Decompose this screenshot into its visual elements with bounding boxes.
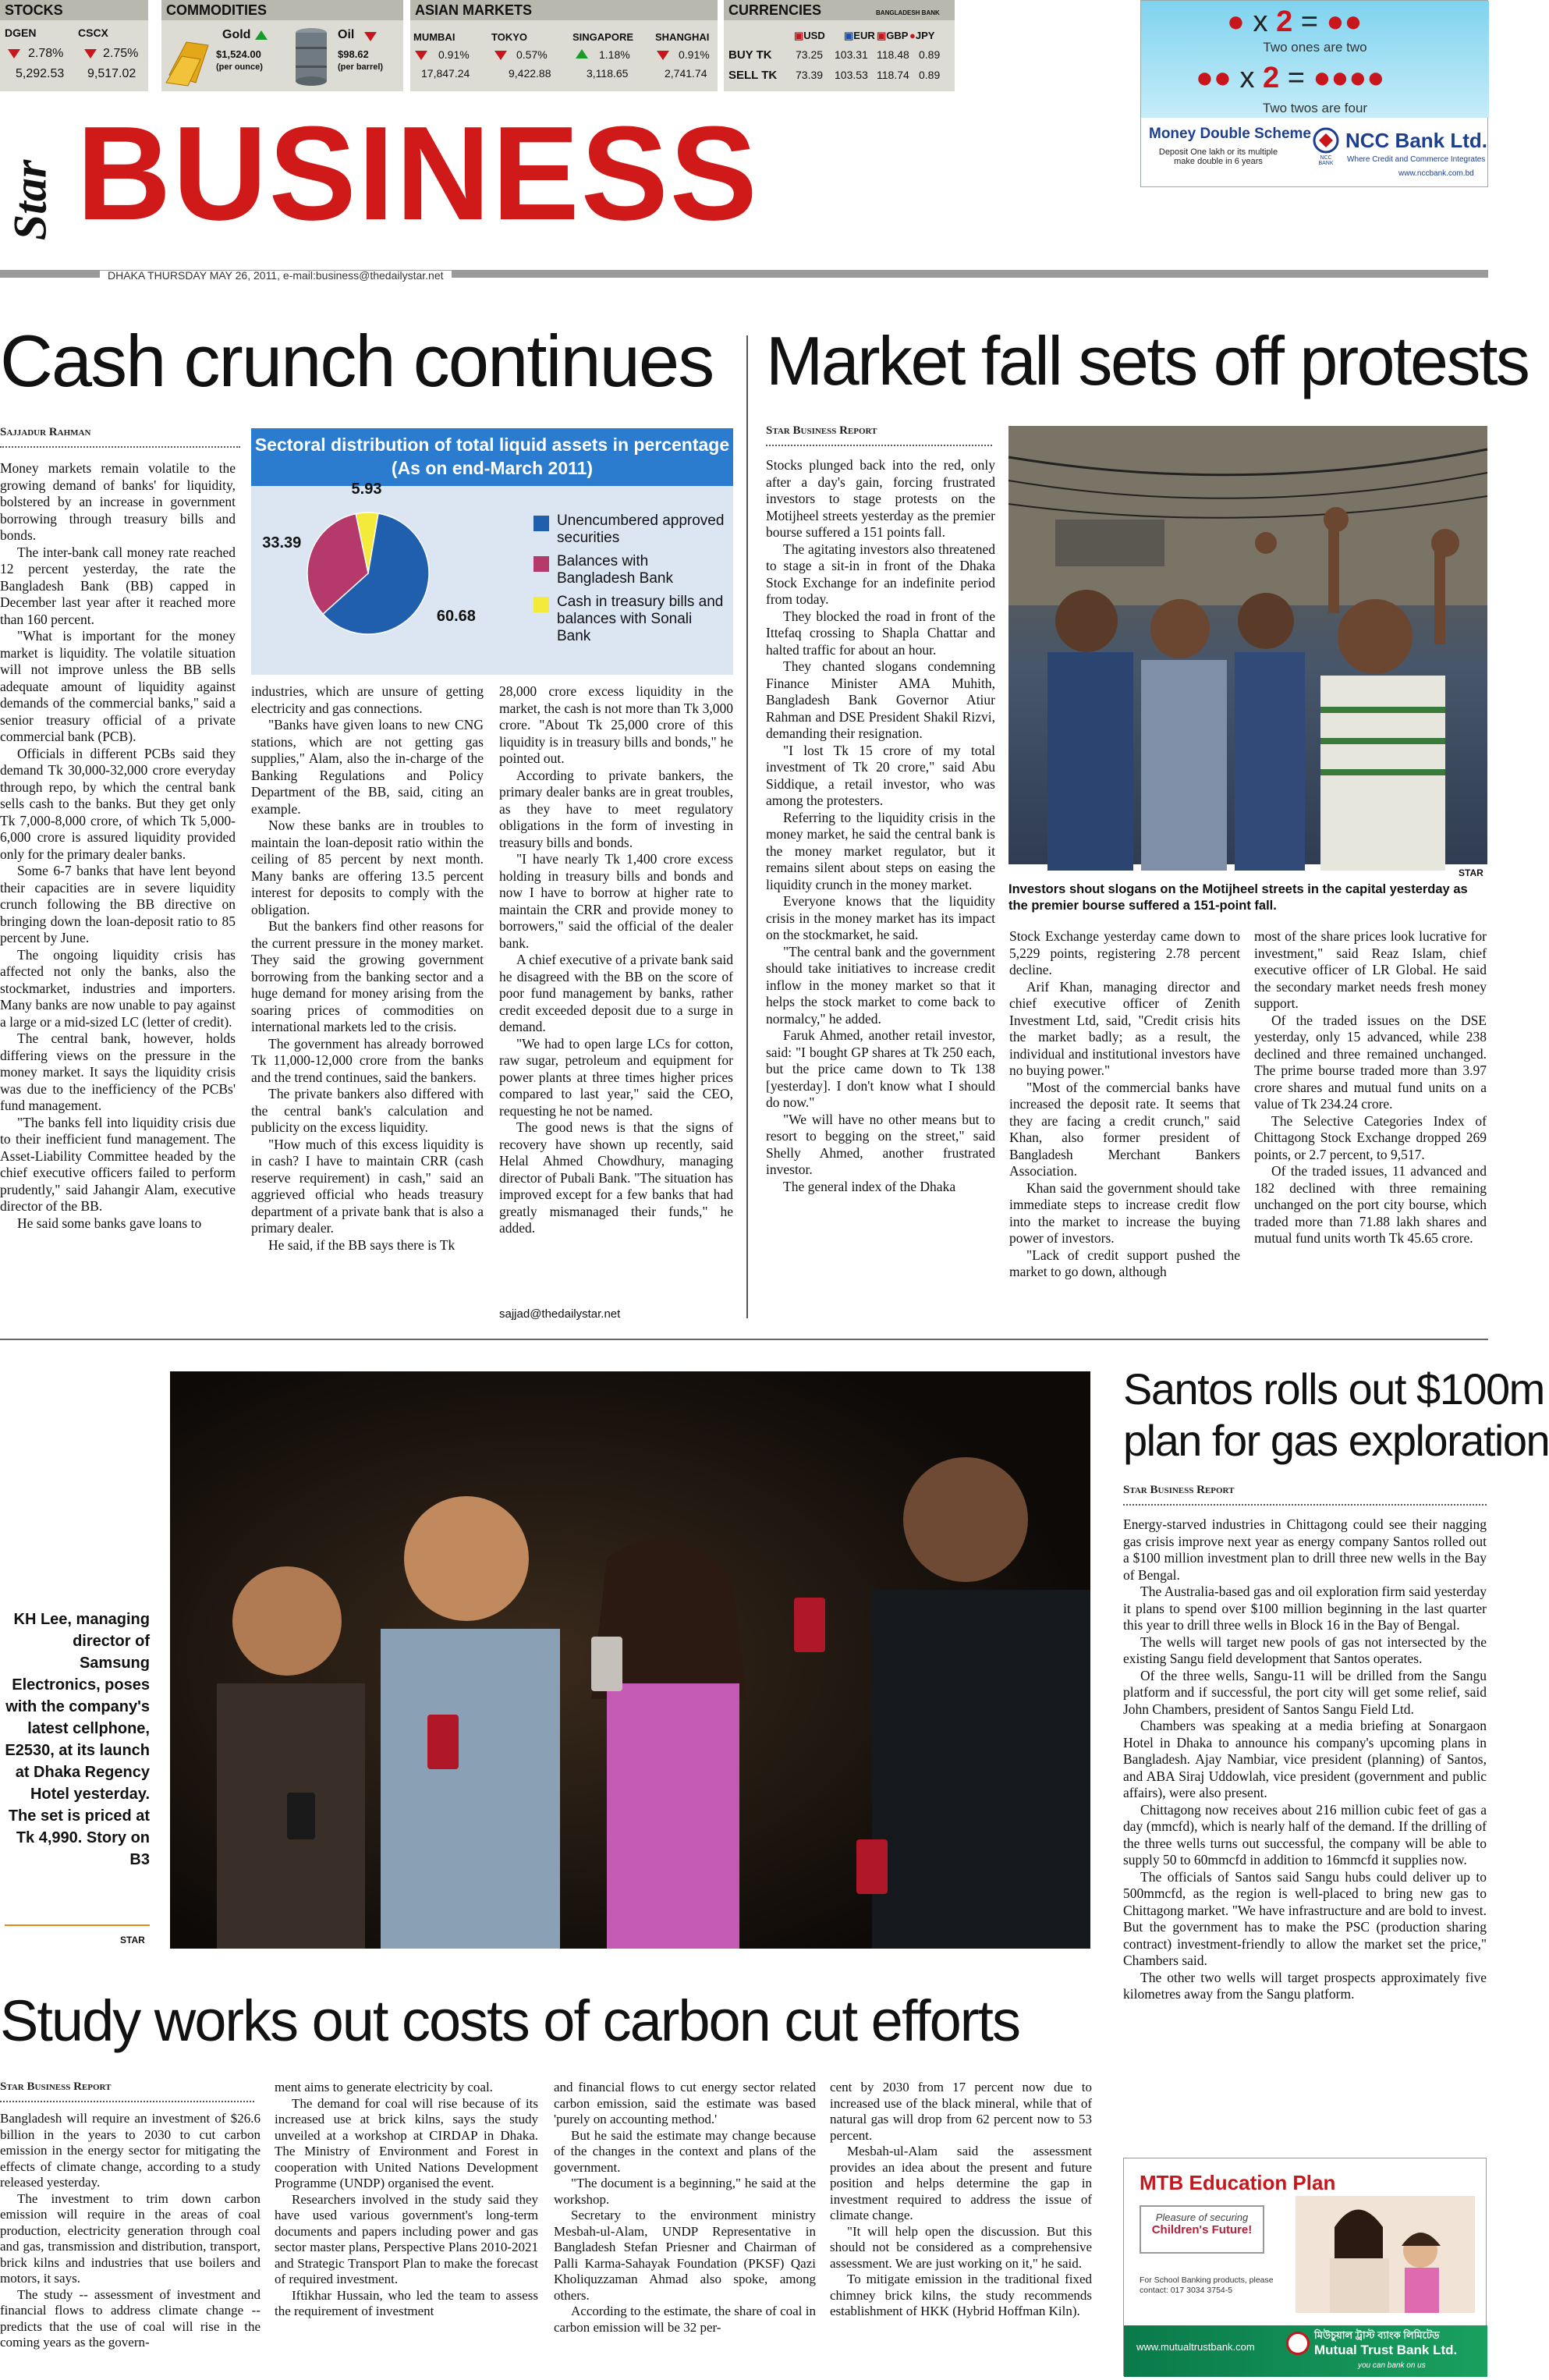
paragraph: ment aims to generate electricity by coal. [275,2080,493,2094]
mtb-tag1: Pleasure of securing [1155,2212,1249,2223]
story4-byline: Star Business Report [1123,1484,1235,1496]
paragraph: Stock Exchange yesterday came down to 5,229 points, registering 2.78 percent decline. [1009,928,1240,977]
paragraph: The agitating investors also threatened to stage a sit-in in front of the Dhaka Stock Exchange for an indefinite period from today. [766,541,995,607]
stocks-title: STOCKS [0,0,148,20]
mtb-tag2: Children's Future! [1151,2223,1253,2236]
market-name: TOKYO [491,31,527,43]
paragraph: The study -- assessment of investment and financial flows to address climate change -- predicts that the use of coal will rise in the coming years as the govern- [0,2286,261,2350]
paragraph: To mitigate emission in the traditional fixed chimney brick kilns, the study recommends establishment of HKK (Hybrid Hoffman Kiln). [830,2272,1092,2318]
mtb-ad-title: MTB Education Plan [1140,2171,1336,2194]
stock-name: CSCX [78,27,108,39]
currencies-ticker [724,0,955,91]
byline-rule [0,446,240,448]
caption-rule [5,1924,150,1926]
market-value: 17,847.24 [421,67,470,80]
pie-data-label: 5.93 [351,481,382,498]
commodities-title: COMMODITIES [161,0,403,20]
paragraph: Iftikhar Hussain, who led the team to assess the requirement of investment [275,2287,538,2318]
legend-label: Unencumbered approved securities [557,513,725,546]
paragraph: Chambers was speaking at a media briefing at Sonargaon Hotel in Dhaka to announce his company's upcoming plans in Bangladesh. Ajay Nambiar, vice president (planning) of Santos, and ABA Siraj Uddowlah, vice president (government and public affairs), were also present. [1123,1718,1487,1800]
story1-column-2 [251,683,484,1254]
mother-child-illustration [1296,2196,1475,2313]
apple-equation-1: ● x 2 = ●● [1227,5,1363,38]
currencies-title: CURRENCIES BANGLADESH BANK [724,0,955,20]
story1-headline[interactable]: Cash crunch continues [0,320,714,402]
ncc-logo-text: NCC BANK [1318,155,1334,166]
paragraph: Arif Khan, managing director and chief executive officer of Zenith Investment Ltd, said, "Credit crisis hits the market badly; as a result, the individual and institutional investors have no buying power." [1009,978,1240,1078]
down-arrow-icon [364,32,377,41]
commodity-unit: (per ounce) [216,62,263,72]
mtb-bank-name: Mutual Trust Bank Ltd. [1314,2343,1458,2357]
paragraph: Faruk Ahmed, another retail investor, said: "I bought GP shares at Tk 250 each, but the price came down to Tk 138 [yesterday]. I don't know what I should do now." [766,1027,995,1110]
paragraph: Secretary to the environment ministry Mesbah-ul-Alam, UNDP Representative in Bangladesh Stefan Priesner and Chairman of Palli Karma-Sahayak Foundation (PKSF) Qazi Kholiquzzaman Ahmad also spoke, among others. [554,2208,816,2303]
gold-bars-icon [165,28,210,86]
paragraph: The investment to trim down carbon emission will require in the areas of coal production, electricity generation through coal and gas, transmission and distribution, transport, brick kilns and industries that use boilers and motors, it says. [0,2190,261,2286]
launch-event-illustration [170,1371,1090,1949]
sell-label: SELL TK [728,69,778,82]
story5-column-2 [275,2080,538,2320]
ncc-tagline: Where Credit and Commerce Integrates [1347,155,1486,164]
paragraph: The inter-bank call money rate reached 12 percent yesterday, the rate the Bangladesh Bank (BB) capped in December last year after it reached more than 160 percent. [0,544,236,627]
paragraph: According to the estimate, the share of coal in carbon emission will be 32 per- [554,2304,816,2335]
story2-column-2 [1009,928,1240,1281]
paragraph: He said, if the BB says there is Tk [268,1236,455,1253]
chart-subtitle: (As on end-March 2011) [391,458,594,478]
masthead-star: Star [4,159,56,241]
rate-cell: 0.89 [919,69,941,81]
ad-line-1: Two ones are two [1263,40,1367,55]
paragraph: He said some banks gave loans to [17,1215,202,1231]
paragraph: "The document is a beginning," he said at the workshop. [554,2176,816,2207]
paragraph: Of the traded issues on the DSE yesterday, only 15 advanced, while 238 declined and three remained unchanged. The prime bourse traded more than 3.97 crore shares and mutual fund units on a value of Tk 234.24 crore. [1254,1012,1487,1112]
ncc-bank-ad[interactable] [1140,0,1488,187]
story1-column-3 [499,683,733,1237]
paragraph: They chanted slogans condemning Finance Minister AMA Muhith, Bangladesh Bank Governor Atiur Rahman and DSE President Shakil Rizvi, demanding their resignation. [766,658,995,741]
masthead-title: BUSINESS [76,98,759,248]
story2-column-1 [766,457,995,1195]
mtb-note: For School Banking products, please contact: 017 3034 3754-5 [1140,2275,1274,2295]
currency-header-usd: ▣USD [794,30,825,41]
buy-label: BUY TK [728,48,772,62]
stock-value: 9,517.02 [87,67,136,80]
section-divider [0,1339,1488,1340]
market-name: SHANGHAI [655,31,710,43]
rate-cell: 118.48 [877,48,909,61]
paragraph: "We will have no other means but to resort to begging on the street," said Shelly Ahmed, another frustrated investor. [766,1111,995,1177]
story4-headline[interactable] [1123,1364,1549,1467]
paragraph: Researchers involved in the study said they have used various government's long-term documents and papers including power and gas sector master plans, Perspective Plans 2010-2021 and Strategic Transport Plan to make the forecast of required investment. [275,2191,538,2286]
market-change: 0.57% [516,48,548,61]
paragraph: cent by 2030 from 17 percent now due to increased use of the black mineral, while that of natural gas will drop from 62 percent now to 53 percent. [830,2080,1092,2143]
story1-email[interactable]: sajjad@thedailystar.net [499,1307,621,1321]
down-arrow-icon [657,51,669,60]
chart-title: Sectoral distribution of total liquid assets in percentage [254,435,730,455]
market-value: 3,118.65 [587,67,629,80]
ncc-url[interactable]: www.nccbank.com.bd [1398,169,1474,178]
story1-byline: Sajjadur Rahman [0,426,91,438]
paragraph: The demand for coal will rise because of its increased use at brick kilns, says the study unveiled at a workshop at CIRDAP in Dhaka. The Ministry of Environment and Forest in cooperation with United Nations Development Programme (UNDP) organised the event. [275,2095,538,2190]
mtb-logo-icon [1286,2332,1310,2355]
paragraph: The wells will target new pools of gas not intersected by the existing Sangu field development that Santos operates. [1123,1633,1487,1666]
paragraph: The Australia-based gas and oil exploration firm said yesterday it plans to spend over $100 million beginning in the last quarter this year to drill three wells in Block 16 in the Bay of Bengal. [1123,1584,1487,1633]
currency-header-gbp: ▣GBP [877,30,909,41]
legend-swatch [533,556,549,572]
apple-equation-2: ●● x 2 = ●●●● [1196,62,1385,94]
market-value: 9,422.88 [509,67,551,80]
story2-headline[interactable]: Market fall sets off protests [766,322,1529,399]
paragraph: They blocked the road in front of the Ittefaq crossing to Shapla Chattar and halted traffic for about an hour. [766,608,995,658]
paragraph: The good news is that the signs of recovery have shown up recently, said Helal Ahmed Chowdhury, managing director of Pubali Bank. "The situation has improved except for a few banks that had greatly mismanaged their funds," he added. [499,1119,733,1236]
dateline: DHAKA THURSDAY MAY 26, 2011, e-mail:business@thedailystar.net [100,271,452,280]
paragraph: "We had to open large LCs for cotton, raw sugar, petroleum and equipment for power plants at three times higher prices compared to last year," said the CEO, requesting he not be named. [499,1035,733,1119]
paragraph: and financial flows to cut energy sector related carbon emission, said the estimate was based 'purely on accounting method.' [554,2080,816,2126]
stock-change: 2.78% [28,47,64,60]
paragraph: Money markets remain volatile to the growing demand of banks' for liquidity, bolstered by an increase in government borrowing through treasury bills and bonds. [0,460,236,543]
paragraph: Chittagong now receives about 216 million cubic feet of gas a day (mmcfd), which is nearly half of the demand. If the drilling of the three wells turns out successful, the company will be able to supply 50 to 60mmcfd in addition to 16mmcfd it supplies now. [1123,1801,1487,1867]
down-arrow-icon [415,51,427,60]
commodities-ticker [161,0,403,91]
headline-line: plan for gas exploration [1123,1416,1549,1465]
commodity-name: Oil [338,28,355,41]
paragraph: "What is important for the money market is liquidity. The volatile situation will not improve unless the BB sells adequate amount of liquidity against demands of the commercial banks," said a senior treasury official of a private commercial bank (PCB). [0,628,236,744]
paragraph: most of the share prices look lucrative for investment," said Reaz Islam, chief executive officer of LR Global. He said the secondary market needs fresh money support. [1254,928,1487,1011]
legend-label: Balances with Bangladesh Bank [557,553,673,587]
paragraph: Energy-starved industries in Chittagong could see their nagging gas crisis improve next year as energy company Santos rolled out a $100 million investment plan to drill three new wells in the Bay of Bengal. [1123,1516,1487,1583]
paragraph: The Selective Categories Index of Chittagong Stock Exchange dropped 269 points, or 2.7 percent, to 9,517. [1254,1112,1487,1162]
story5-byline: Star Business Report [0,2080,112,2093]
paragraph: "The banks fell into liquidity crisis due to their inefficient fund management. The Asset-Liability Committee headed by the chief executive officers failed to perform prudently," said Jahangir Alam, executive director of the BB. [0,1114,236,1214]
paragraph: "It will help open the discussion. But this should not be considered as a comprehensive assessment. We are just working on it," he said. [830,2223,1092,2271]
currency-header-eur: ▣EUR [844,30,875,41]
mtb-bank-bn: মিউচুয়াল ট্রাস্ট ব্যাংক লিমিটেড [1314,2329,1440,2341]
photo-credit: STAR [1459,867,1483,878]
down-arrow-icon [494,51,507,60]
paragraph: 28,000 crore excess liquidity in the market, the cash is not more than Tk 3,000 crore. "About Tk 25,000 crore of this liquidity is in treasury bills and bonds," he pointed out. [499,683,733,766]
paragraph: The general index of the Dhaka [783,1178,956,1194]
chart-legend [533,513,728,645]
liquidity-chart [251,428,733,675]
paragraph: "How much of this excess liquidity is in cash? I have to maintain CRR (cash reserve requirement) in cash," said an aggrieved official who heads treasury department of a private bank that is also a primary dealer. [251,1136,484,1236]
paragraph: Of the three wells, Sangu-11 will be drilled from the Sangu platform and if successful, the port city will get some relief, said John Chambers, president of Santos Sangu Field Ltd. [1123,1667,1487,1717]
up-arrow-icon [576,49,588,59]
stocks-ticker [0,0,148,91]
paragraph: According to private bankers, the primary dealer banks are in great troubles, as they have to meet regulatory obligations in the form of investing in treasury bills and bonds. [499,767,733,850]
paragraph: A chief executive of a private bank said he disagreed with the BB on the score of poor fund management by banks, rather credit exceeded deposit due to a surge in demand. [499,952,733,1034]
paragraph: The central bank, however, holds differing views on the pressure in the money market. It says the liquidity crisis was due to the inefficiency of the PCBs' fund management. [0,1030,236,1113]
market-name: MUMBAI [413,31,455,43]
story4-body [1123,1516,1487,2003]
story2-column-3 [1254,928,1487,1247]
stock-change: 2.75% [103,47,139,60]
byline-rule [1123,1504,1487,1506]
mtb-ad-tagline-box [1140,2205,1264,2254]
up-arrow-icon [255,30,268,40]
mtb-ad[interactable] [1123,2158,1487,2376]
paragraph: "Lack of credit support pushed the market to go down, although [1009,1247,1240,1279]
down-arrow-icon [8,49,20,59]
asian-markets-title: ASIAN MARKETS [410,0,718,20]
commodity-unit: (per barrel) [338,62,384,72]
commodity-name: Gold [222,28,251,41]
legend-label: Cash in treasury bills and balances with Sonali Bank [557,594,724,644]
ncc-logo-icon [1313,127,1339,154]
samsung-launch-photo [170,1371,1090,1949]
samsung-caption: KH Lee, managing director of Samsung Electronics, poses with the company's latest cellphone, E2530, at its launch at Dhaka Regency Hotel yesterday. The set is priced at Tk 4,990. Story on B3 [5,1611,150,1868]
paragraph: But he said the estimate may change because of the changes in the context and plans of the government. [554,2127,816,2175]
headline-line: Santos rolls out $100m [1123,1364,1544,1413]
paragraph: The other two wells will target prospects approximately five kilometres away from the Sangu platform. [1123,1969,1487,2002]
photo-credit: STAR [120,1935,145,1945]
column-divider [746,335,748,1318]
paragraph: Now these banks are in troubles to maintain the loan-deposit ratio within the ceiling of 85 percent by next month. Many banks are offering 13.5 percent interest for deposits to comply with the obligation. [251,818,484,917]
pie-data-label: 60.68 [436,608,476,626]
ad-scheme: Money Double Scheme [1149,126,1311,142]
market-change: 1.18% [599,48,630,61]
paragraph: Khan said the government should take immediate steps to increase credit flow into the market to increase the buying power of investors. [1009,1179,1240,1246]
byline-rule [0,2101,254,2102]
paragraph: Officials in different PCBs said they demand Tk 30,000-32,000 crore everyday through repo, by which the central bank sells cash to the banks. But they get only Tk 7,000-8,000 crore, of which Tk 5,000-6,000 crore is assured liquidity provided only for the primary dealer banks. [0,745,236,862]
market-name: SINGAPORE [572,31,634,43]
ad-line-2: Two twos are four [1262,101,1368,115]
story5-column-3 [554,2080,816,2336]
paragraph: Mesbah-ul-Alam said the assessment provides an idea about the present and future position and helps determine the gap in investment required to address the issue of climate change. [830,2144,1092,2222]
paragraph: Referring to the liquidity crisis in the money market, he said the central bank is the money market regulator, but it remains silent about steps on easing the liquidity crunch in the money market. [766,809,995,892]
mtb-slogan: you can bank on us [1358,2361,1426,2370]
paragraph: Of the traded issues, 11 advanced and 182 declined with three remaining unchanged on the port city bourse, which traded more than 71.88 lakh shares and mutual fund units worth Tk 45.65 crore. [1254,1163,1487,1246]
paragraph: Everyone knows that the liquidity crisis in the money market has its impact on the stockmarket, he said. [766,893,995,942]
commodity-value: $98.62 [338,48,369,60]
paragraph: "I lost Tk 15 crore of my total investment of Tk 20 crore," said Abu Siddique, a retail investor, who was among the protesters. [766,742,995,808]
oil-barrel-icon [292,27,330,87]
paragraph: Stocks plunged back into the red, only after a day's gain, forcing frustrated investors to stage protests on the Motijheel streets yesterday as the premier bourse suffered a 151 points fall. [766,457,995,540]
paragraph: Some 6-7 banks that have lent beyond their capacities are in severe liquidity crunch following the BB directive on bringing down the loan-deposit ratio to 85 percent by June. [0,863,236,945]
paragraph: "I have nearly Tk 1,400 crore excess holding in treasury bills and bonds and now I have to borrow at higher rate to maintain the CRR and provide money to borrowers," said the official of the dealer bank. [499,851,733,951]
stock-name: DGEN [5,27,37,39]
paragraph: The government has already borrowed Tk 11,000-12,000 crore from the banks and the trend continues, said the bankers. [251,1035,484,1085]
rate-cell: 103.31 [835,48,868,61]
paragraph: industries, which are unsure of getting electricity and gas connections. [251,683,484,716]
legend-swatch [533,516,549,531]
rate-cell: 0.89 [919,48,941,61]
protest-crowd-illustration [1008,426,1487,864]
paragraph: "Banks have given loans to new CNG stations, which are not getting gas supplies," Alam, also the in-charge of the Banking Regulations and Policy Department of the BB, said, citing an example. [251,717,484,817]
story5-column-4 [830,2080,1092,2320]
mtb-url[interactable]: www.mutualtrustbank.com [1136,2341,1255,2353]
story5-headline[interactable]: Study works out costs of carbon cut efforts [0,1988,1019,2053]
market-change: 0.91% [438,48,470,61]
market-change: 0.91% [679,48,710,61]
paragraph: "The central bank and the government should take initiatives to increase credit inflow in the money market so that it helps the stock market to come back to normalcy," he added. [766,943,995,1027]
legend-swatch [533,597,549,612]
ncc-bank-name: NCC Bank Ltd. [1345,129,1487,152]
paragraph: The private bankers also differed with the central bank's calculation and publicity on the excess liquidity. [251,1086,484,1135]
protest-photo [1008,426,1487,864]
down-arrow-icon [84,49,97,59]
rate-cell: 73.25 [796,48,824,61]
rate-cell: 118.74 [877,69,909,81]
pie-data-label: 33.39 [262,534,302,552]
commodity-value: $1,524.00 [216,48,261,60]
paragraph: But the bankers find other reasons for the current pressure in the money market. They said the growing government borrowing from the banking sector and a huge demand for money arising from the soaring prices of commodities on international markets led to the crisis. [251,918,484,1034]
paragraph: The ongoing liquidity crisis has affected not only the banks, also the stockmarket, industries and importers. Many banks are now unable to pay against a large or a mid-sized LC (letter of credit). [0,946,236,1030]
ad-scheme-sub: Deposit One lakh or its multiple make double in 6 years [1158,147,1278,166]
currency-header-jpy: ●JPY [909,30,935,41]
story1-column-1 [0,460,236,1232]
paragraph: "Most of the commercial banks have increased the deposit rate. It seems that they are facing a credit crunch," said Khan, also former president of Bangladesh Merchant Bankers Association. [1009,1079,1240,1179]
rate-cell: 103.53 [835,69,868,81]
stock-value: 5,292.53 [16,67,65,80]
story5-column-1 [0,2111,261,2351]
paragraph: The officials of Santos said Sangu hubs could deliver up to 500mmcfd, as the region is well-placed to bring new gas to Chittagong market. "We have infrastructure and are bold to invest. But the government has to make the PSC (production sharing contract) investment-friendly to allow the market set the price," Chambers said. [1123,1868,1487,1968]
story2-byline: Star Business Report [766,424,877,437]
rate-cell: 73.39 [796,69,824,81]
protest-caption: Investors shout slogans on the Motijheel streets in the capital yesterday as the premier bourse suffered a 151-point fall. [1008,882,1468,913]
byline-rule [766,445,992,446]
asian-markets-ticker [410,0,718,91]
paragraph: Bangladesh will require an investment of $26.6 billion in the years to 2030 to cut carbon emission in the energy sector for mitigating the effects of climate change, according to a study released yesterday. [0,2111,261,2190]
market-value: 2,741.74 [665,67,707,80]
